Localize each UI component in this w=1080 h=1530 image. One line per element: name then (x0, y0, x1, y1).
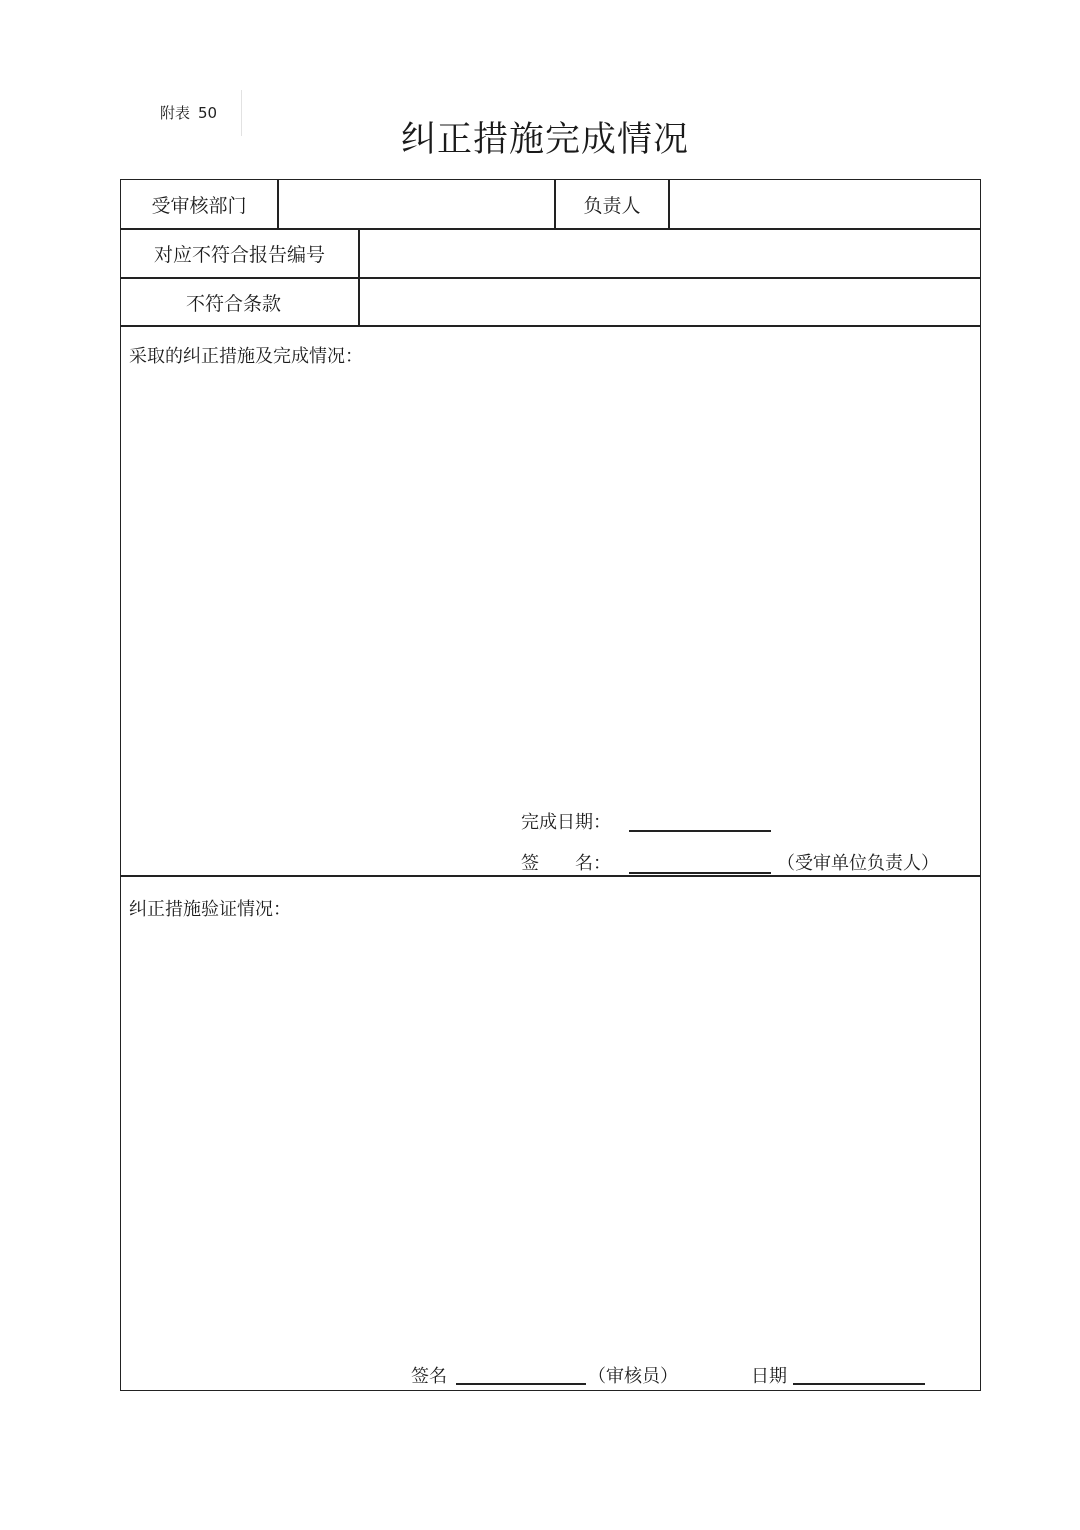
responsible-sign-line[interactable] (629, 872, 771, 874)
appendix-text: 附表 (160, 104, 191, 122)
owner-label: 负责人 (583, 194, 641, 217)
appendix-number: 50 (198, 104, 218, 122)
report-no-label: 对应不符合报告编号 (153, 244, 325, 266)
responsible-sign-label: 签 名： (521, 853, 611, 874)
page-title: 纠正措施完成情况 (400, 120, 689, 160)
clause-field[interactable] (360, 279, 978, 326)
row-divider (121, 875, 980, 877)
row-divider (121, 325, 980, 327)
completion-date-label: 完成日期： (521, 812, 611, 833)
completion-date-line[interactable] (629, 830, 771, 832)
report-no-field[interactable] (360, 230, 978, 277)
auditor-note: （审核员） (588, 1366, 678, 1387)
dept-field[interactable] (279, 180, 553, 228)
auditor-sign-line[interactable] (456, 1383, 586, 1385)
verification-section-label: 纠正措施验证情况： (129, 899, 291, 920)
corrective-content-area[interactable] (125, 370, 975, 800)
verification-date-label: 日期 (751, 1366, 787, 1387)
verification-content-area[interactable] (125, 925, 975, 1345)
corrective-section-label: 采取的纠正措施及完成情况： (129, 346, 363, 367)
clause-label: 不符合条款 (185, 293, 281, 315)
dept-label: 受审核部门 (151, 194, 247, 217)
responsible-sign-note: （受审单位负责人） (777, 853, 939, 874)
auditor-sign-label: 签名 (411, 1366, 447, 1387)
verification-date-line[interactable] (793, 1383, 925, 1385)
owner-field[interactable] (670, 180, 978, 228)
form-table (120, 179, 981, 1391)
